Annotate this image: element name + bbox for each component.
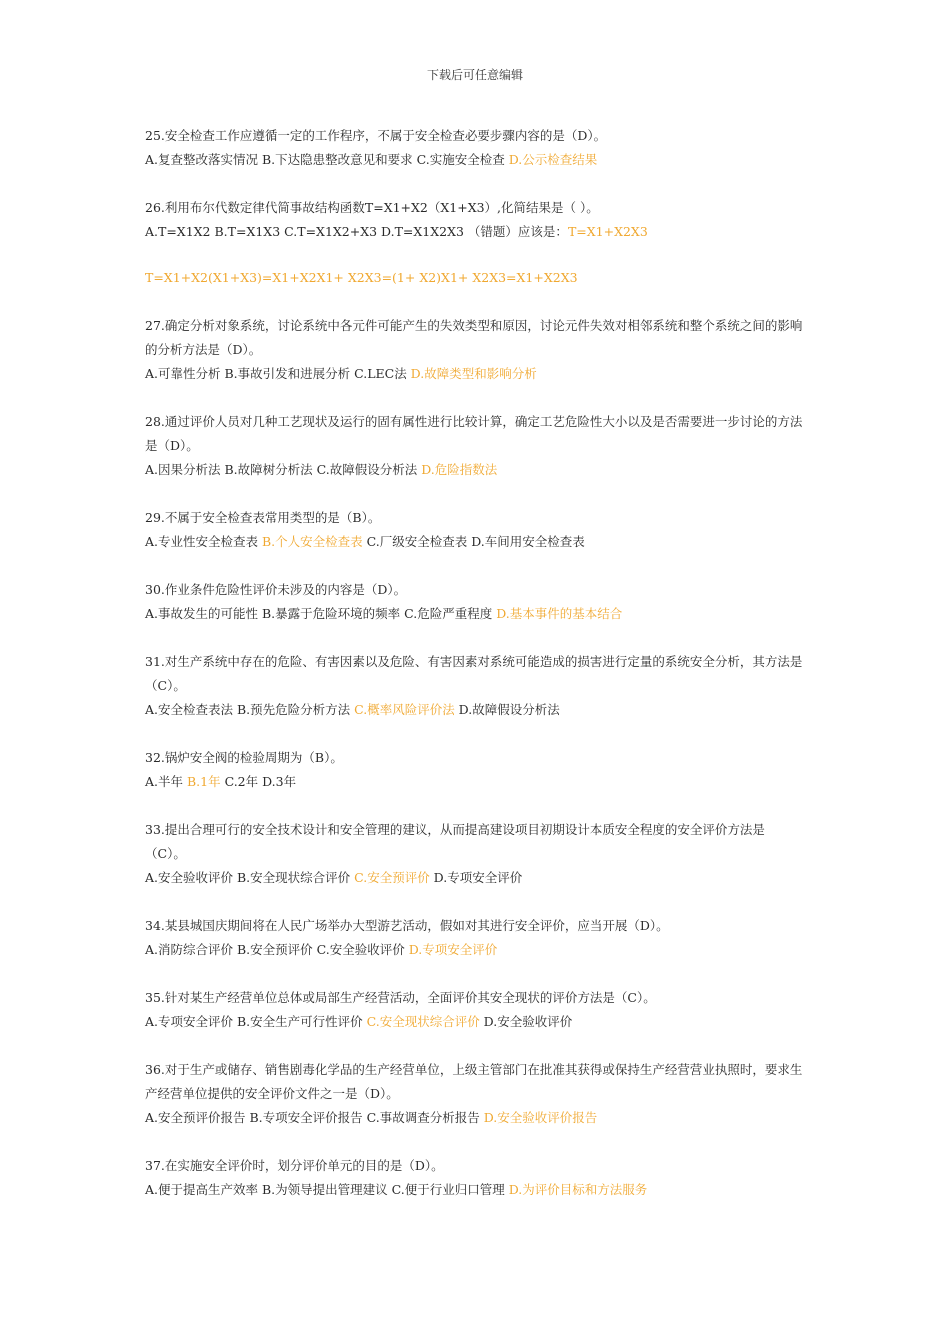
question-stem: 37.在实施安全评价时，划分评价单元的目的是（D）。 — [145, 1158, 444, 1173]
question-stem: 25.安全检查工作应遵循一定的工作程序，不属于安全检查必要步骤内容的是（D）。 — [145, 128, 607, 143]
answer-option: D.危险指数法 — [421, 462, 498, 477]
options-text: A.因果分析法 B.故障树分析法 C.故障假设分析法 — [145, 462, 422, 477]
question-options — [145, 698, 805, 722]
options-text: A.事故发生的可能性 B.暴露于危险环境的频率 C.危险严重程度 — [145, 606, 497, 621]
options-text: A.安全验收评价 B.安全现状综合评价 — [145, 870, 355, 885]
question-37 — [145, 1154, 805, 1202]
options-text: A.可靠性分析 B.事故引发和进展分析 C.LEC法 — [145, 366, 411, 381]
question-options — [145, 1010, 805, 1034]
answer-option: C.概率风险评价法 — [354, 702, 455, 717]
options-text-after: D.安全验收评价 — [479, 1014, 573, 1029]
question-stem: 31.对生产系统中存在的危险、有害因素以及危险、有害因素对系统可能造成的损害进行定量的系统安全分析，其方法是（C）。 — [145, 654, 803, 693]
options-text: A.复查整改落实情况 B.下达隐患整改意见和要求 C.实施安全检查 — [145, 152, 509, 167]
question-options — [145, 362, 805, 386]
question-stem: 28.通过评价人员对几种工艺现状及运行的固有属性进行比较计算，确定工艺危险性大小以及是否需要进一步讨论的方法是（D）。 — [145, 414, 803, 453]
question-options — [145, 458, 805, 482]
question-25 — [145, 124, 805, 172]
question-29 — [145, 506, 805, 554]
question-stem: 34.某县城国庆期间将在人民广场举办大型游艺活动，假如对其进行安全评价，应当开展（D）。 — [145, 918, 669, 933]
options-text: A.安全检查表法 B.预先危险分析方法 — [145, 702, 355, 717]
answer-option: B.个人安全检查表 — [261, 534, 363, 549]
options-text: A.消防综合评价 B.安全预评价 C.安全验收评价 — [145, 942, 409, 957]
question-options — [145, 938, 805, 962]
question-27 — [145, 314, 805, 386]
options-text: A.专项安全评价 B.安全生产可行性评价 — [145, 1014, 367, 1029]
answer-derivation: T=X1+X2(X1+X3)=X1+X2X1+ X2X3=(1+ X2)X1+ X2X3=X1+X2X3 — [145, 270, 578, 285]
question-options — [145, 220, 805, 244]
question-32 — [145, 746, 805, 794]
options-text: A.便于提高生产效率 B.为领导提出管理建议 C.便于行业归口管理 — [145, 1182, 509, 1197]
question-34 — [145, 914, 805, 962]
question-options — [145, 866, 805, 890]
answer-option: D.公示检查结果 — [508, 152, 598, 167]
question-stem: 32.锅炉安全阀的检验周期为（B）。 — [145, 750, 343, 765]
question-26 — [145, 196, 805, 244]
answer-option: C.安全现状综合评价 — [366, 1014, 480, 1029]
question-options — [145, 770, 805, 794]
options-text: A.安全预评价报告 B.专项安全评价报告 C.事故调查分析报告 — [145, 1110, 484, 1125]
question-stem: 35.针对某生产经营单位总体或局部生产经营活动，全面评价其安全现状的评价方法是（C）。 — [145, 990, 656, 1005]
question-options — [145, 148, 805, 172]
question-stem: 33.提出合理可行的安全技术设计和安全管理的建议，从而提高建设项目初期设计本质安全程度的安全评价方法是（C）。 — [145, 822, 765, 861]
question-31 — [145, 650, 805, 722]
question-stem: 27.确定分析对象系统，讨论系统中各元件可能产生的失效类型和原因，讨论元件失效对相邻系统和整个系统之间的影响的分析方法是（D）。 — [145, 318, 803, 357]
answer-option: C.安全预评价 — [354, 870, 430, 885]
question-stem: 26.利用布尔代数定律代简事故结构函数T=X1+X2（X1+X3）,化简结果是（ ）。 — [145, 200, 599, 215]
answer-option: D.专项安全评价 — [408, 942, 498, 957]
question-options — [145, 530, 805, 554]
question-options — [145, 602, 805, 626]
options-text-after: C.厂级安全检查表 D.车间用安全检查表 — [362, 534, 585, 549]
question-stem: 29.不属于安全检查表常用类型的是（B）。 — [145, 510, 381, 525]
question-stem: 30.作业条件危险性评价未涉及的内容是（D）。 — [145, 582, 407, 597]
question-36 — [145, 1058, 805, 1130]
options-text: A.半年 — [145, 774, 187, 789]
options-text: A.T=X1X2 B.T=X1X3 C.T=X1X2+X3 D.T=X1X2X3 （错题）应该是： — [145, 224, 568, 239]
answer-option: D.故障类型和影响分析 — [410, 366, 537, 381]
question-options — [145, 1178, 805, 1202]
answer-option: D.为评价目标和方法服务 — [508, 1182, 648, 1197]
question-stem: 36.对于生产或储存、销售剧毒化学品的生产经营单位，上级主管部门在批准其获得或保持生产经营营业执照时，要求生产经营单位提供的安全评价文件之一是（D）。 — [145, 1062, 803, 1101]
options-text-after: D.专项安全评价 — [429, 870, 523, 885]
question-list — [145, 124, 805, 1226]
question-35 — [145, 986, 805, 1034]
question-33 — [145, 818, 805, 890]
options-text: A.专业性安全检查表 — [145, 534, 262, 549]
question-30 — [145, 578, 805, 626]
answer-option: B.1年 — [186, 774, 221, 789]
question-28 — [145, 410, 805, 482]
options-text-after: C.2年 D.3年 — [220, 774, 297, 789]
options-text-after: D.故障假设分析法 — [454, 702, 560, 717]
answer-option: D.基本事件的基本结合 — [496, 606, 623, 621]
answer-option: D.安全验收评价报告 — [483, 1110, 598, 1125]
answer-option: T=X1+X2X3 — [567, 224, 648, 239]
question-options — [145, 1106, 805, 1130]
page-header: 下载后可任意编辑 — [426, 68, 523, 82]
